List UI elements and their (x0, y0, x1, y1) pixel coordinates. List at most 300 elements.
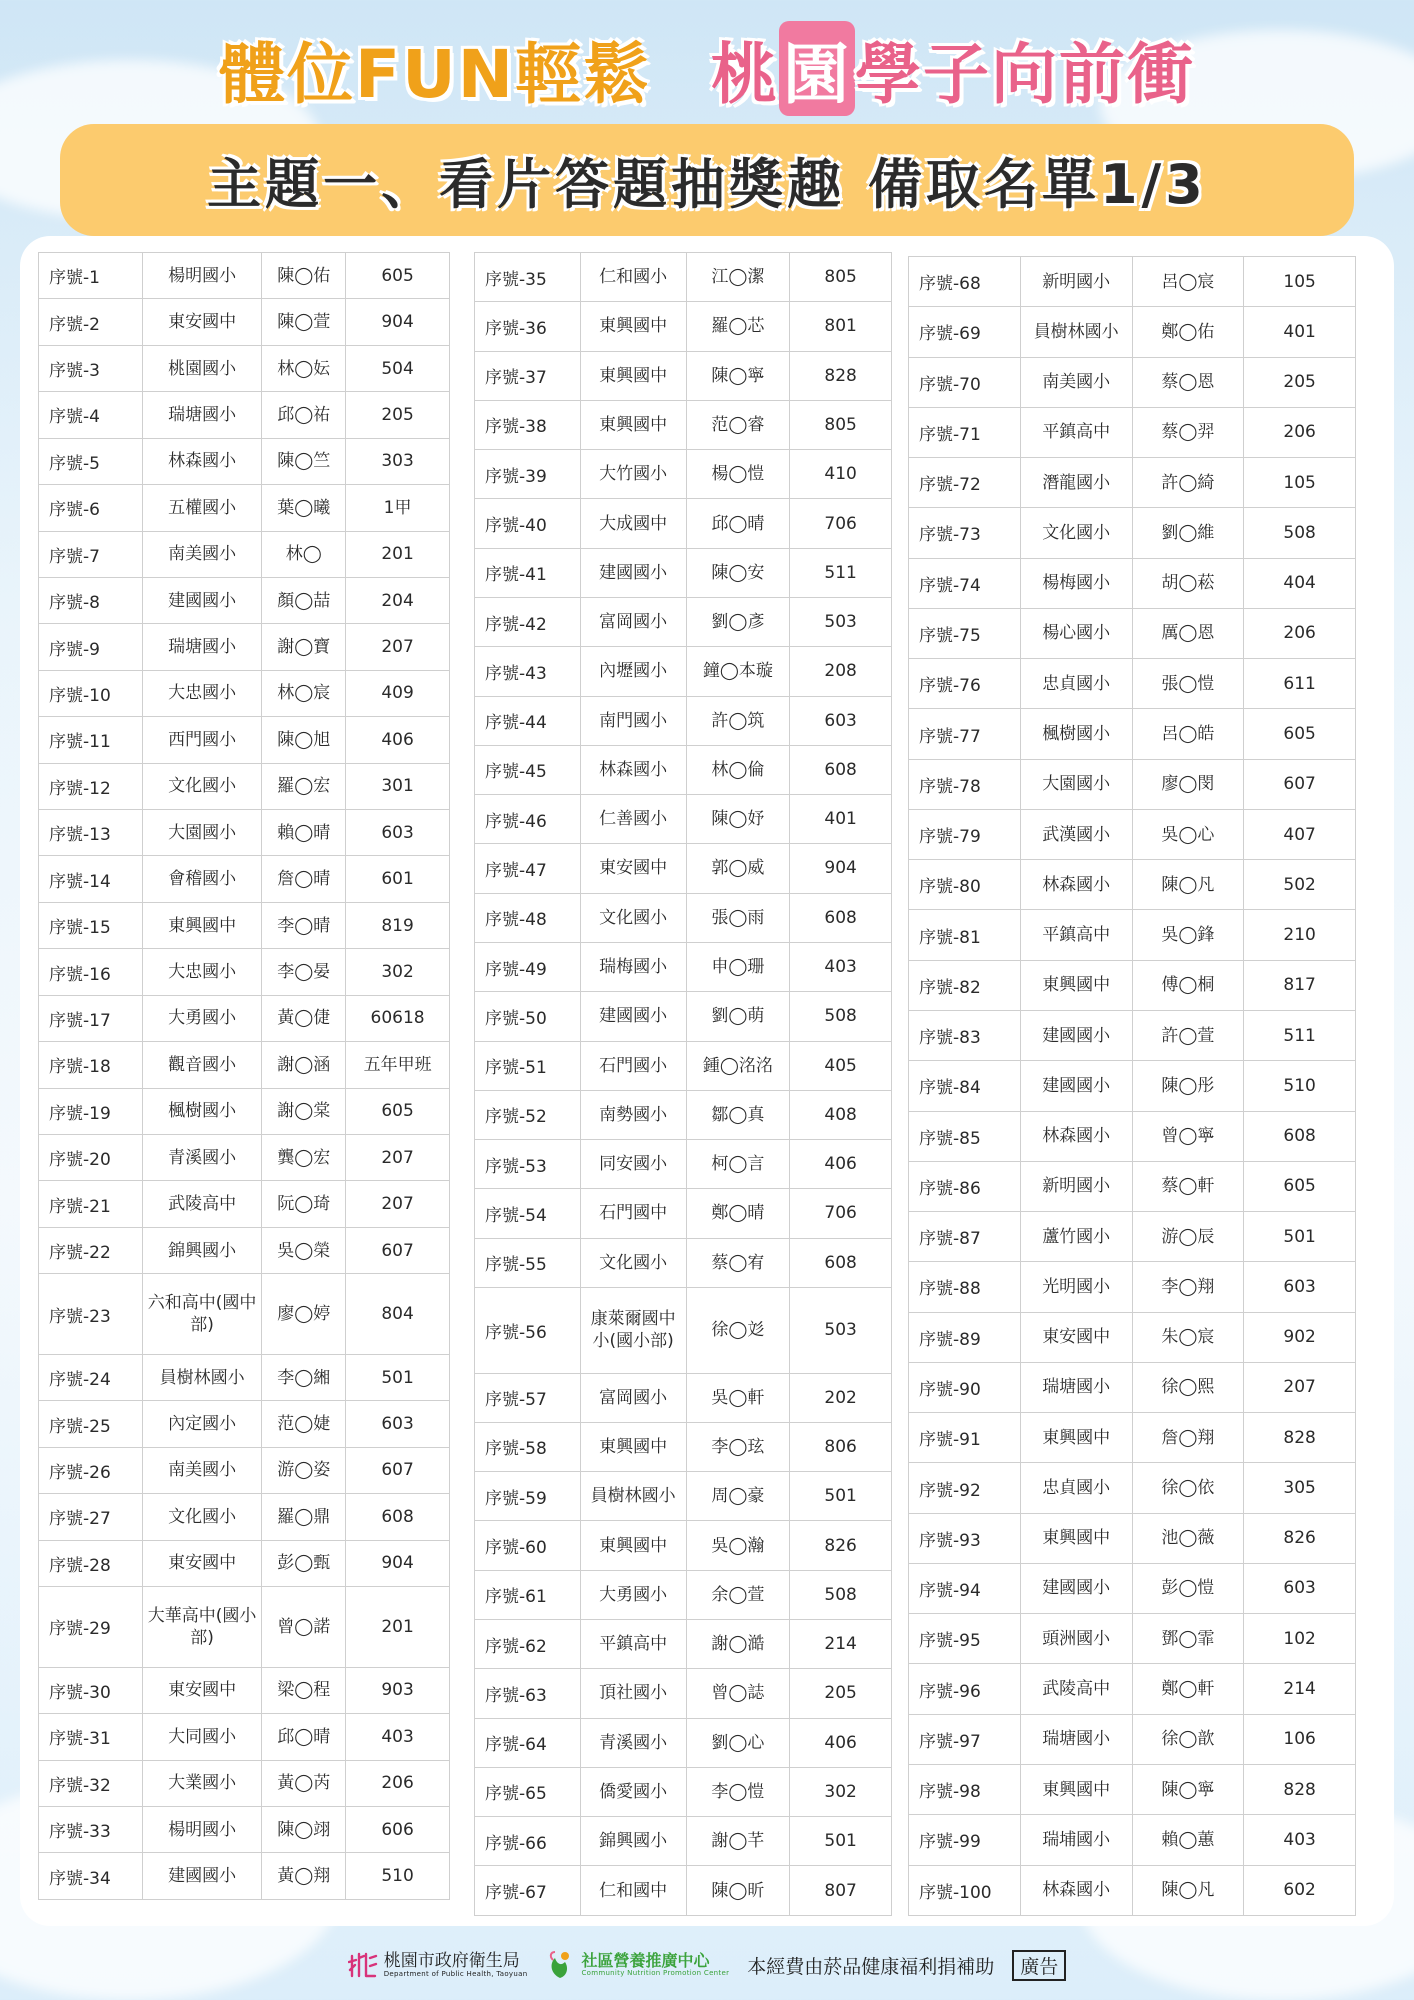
table-row (475, 795, 892, 844)
serial-number: 序號-49 (475, 942, 581, 991)
student-name: 劉◯彥 (686, 597, 790, 646)
class-number: 601 (346, 856, 450, 902)
serial-number: 序號-35 (475, 253, 581, 302)
class-number: 406 (790, 1140, 892, 1189)
student-name: 鄭◯晴 (686, 1189, 790, 1238)
student-name: 陳◯竺 (262, 438, 346, 484)
class-number: 205 (790, 1669, 892, 1718)
serial-number: 序號-98 (909, 1764, 1021, 1814)
student-name: 陳◯凡 (1132, 1865, 1244, 1916)
table-row (39, 1181, 450, 1227)
serial-number: 序號-92 (909, 1463, 1021, 1513)
student-name: 范◯睿 (686, 400, 790, 449)
class-number: 210 (1244, 910, 1356, 960)
serial-number: 序號-65 (475, 1767, 581, 1816)
student-name: 吳◯鋒 (1132, 910, 1244, 960)
class-number: 214 (1244, 1664, 1356, 1714)
class-number: 605 (1244, 1161, 1356, 1211)
table-row (909, 1463, 1356, 1513)
school-name: 東安國中 (142, 1667, 262, 1713)
student-name: 李◯晴 (262, 902, 346, 948)
serial-number: 序號-73 (909, 508, 1021, 558)
class-number: 501 (790, 1472, 892, 1521)
school-name: 楓樹國小 (142, 1088, 262, 1134)
student-name: 邱◯祐 (262, 392, 346, 438)
student-name: 陳◯妤 (686, 795, 790, 844)
school-name: 東興國中 (1020, 1513, 1132, 1563)
table-row (909, 1865, 1356, 1916)
class-number: 502 (1244, 860, 1356, 910)
school-name: 會稽國小 (142, 856, 262, 902)
table-row (475, 1140, 892, 1189)
class-number: 902 (1244, 1312, 1356, 1362)
table-row (39, 1135, 450, 1181)
student-name: 林◯倫 (686, 745, 790, 794)
school-name: 錦興國小 (142, 1227, 262, 1273)
school-name: 瑞塘國小 (1020, 1714, 1132, 1764)
student-name: 廖◯閔 (1132, 759, 1244, 809)
table-row (475, 1521, 892, 1570)
class-number: 608 (1244, 1111, 1356, 1161)
class-number: 603 (1244, 1262, 1356, 1312)
table-row (39, 1088, 450, 1134)
student-name: 厲◯恩 (1132, 608, 1244, 658)
class-number: 201 (346, 1587, 450, 1668)
student-name: 謝◯寶 (262, 624, 346, 670)
school-name: 員樹林國小 (1020, 307, 1132, 357)
student-name: 鐘◯本璇 (686, 647, 790, 696)
table-row (909, 307, 1356, 357)
table-row (39, 345, 450, 391)
serial-number: 序號-97 (909, 1714, 1021, 1764)
student-name: 詹◯晴 (262, 856, 346, 902)
serial-number: 序號-94 (909, 1563, 1021, 1613)
serial-number: 序號-47 (475, 844, 581, 893)
table-row (39, 995, 450, 1041)
theme-banner (60, 124, 1354, 236)
table-row (909, 1212, 1356, 1262)
table-row (475, 1472, 892, 1521)
school-name: 南美國小 (142, 1447, 262, 1493)
school-name: 瑞塘國小 (142, 624, 262, 670)
table-row (475, 1287, 892, 1373)
student-name: 李◯翔 (1132, 1262, 1244, 1312)
student-name: 鄧◯霏 (1132, 1614, 1244, 1664)
student-name: 賴◯晴 (262, 810, 346, 856)
school-name: 林森國小 (142, 438, 262, 484)
table-row (909, 659, 1356, 709)
serial-number: 序號-21 (39, 1181, 143, 1227)
table-row (475, 1866, 892, 1916)
table-row (39, 949, 450, 995)
table-row (909, 1815, 1356, 1865)
student-name: 謝◯涵 (262, 1042, 346, 1088)
school-name: 瑞埔國小 (1020, 1815, 1132, 1865)
table-row (909, 960, 1356, 1010)
school-name: 大勇國小 (142, 995, 262, 1041)
serial-number: 序號-31 (39, 1714, 143, 1760)
serial-number: 序號-66 (475, 1817, 581, 1866)
student-name: 楊◯愷 (686, 450, 790, 499)
serial-number: 序號-63 (475, 1669, 581, 1718)
class-number: 904 (346, 1540, 450, 1586)
serial-number: 序號-74 (909, 558, 1021, 608)
school-name: 忠貞國小 (1020, 1463, 1132, 1513)
table-row (475, 1718, 892, 1767)
table-row (475, 992, 892, 1041)
table-row (39, 810, 450, 856)
school-name: 頭洲國小 (1020, 1614, 1132, 1664)
student-name: 邱◯晴 (686, 499, 790, 548)
school-name: 建國國小 (580, 548, 686, 597)
serial-number: 序號-83 (909, 1010, 1021, 1060)
school-name: 建國國小 (580, 992, 686, 1041)
table-row (39, 299, 450, 345)
class-number: 826 (790, 1521, 892, 1570)
table-row (475, 1817, 892, 1866)
student-name: 呂◯宸 (1132, 257, 1244, 307)
table-row (39, 1494, 450, 1540)
table-row (39, 1447, 450, 1493)
school-name: 武陵高中 (142, 1181, 262, 1227)
school-name: 東興國中 (142, 902, 262, 948)
school-name: 忠貞國小 (1020, 659, 1132, 709)
student-name: 劉◯維 (1132, 508, 1244, 558)
school-name: 林森國小 (580, 745, 686, 794)
school-name: 建國國小 (142, 1853, 262, 1900)
serial-number: 序號-82 (909, 960, 1021, 1010)
school-name: 建國國小 (1020, 1563, 1132, 1613)
class-number: 409 (346, 670, 450, 716)
class-number: 904 (790, 844, 892, 893)
table-row (475, 696, 892, 745)
school-name: 東興國中 (1020, 1764, 1132, 1814)
class-number: 602 (1244, 1865, 1356, 1916)
serial-number: 序號-4 (39, 392, 143, 438)
table-row (909, 1312, 1356, 1362)
serial-number: 序號-44 (475, 696, 581, 745)
school-name: 錦興國小 (580, 1817, 686, 1866)
poster-title (0, 18, 1414, 118)
student-name: 曾◯誌 (686, 1669, 790, 1718)
serial-number: 序號-22 (39, 1227, 143, 1273)
footer (0, 1942, 1414, 1988)
serial-number: 序號-37 (475, 351, 581, 400)
class-number: 105 (1244, 257, 1356, 307)
table-row (39, 856, 450, 902)
student-name: 陳◯寧 (686, 351, 790, 400)
serial-number: 序號-40 (475, 499, 581, 548)
school-name: 文化國小 (580, 893, 686, 942)
table-row (475, 1238, 892, 1287)
table-row (909, 1513, 1356, 1563)
school-name: 桃園國小 (142, 345, 262, 391)
table-row (39, 1587, 450, 1668)
student-name: 徐◯彣 (686, 1287, 790, 1373)
school-name: 青溪國小 (580, 1718, 686, 1767)
table-row (909, 1262, 1356, 1312)
title-left: 體位FUN輕鬆 (219, 35, 651, 113)
table-row (39, 577, 450, 623)
class-number: 806 (790, 1422, 892, 1471)
class-number: 205 (346, 392, 450, 438)
table-row (909, 709, 1356, 759)
title-right-rest: 學子向前衝 (854, 35, 1195, 113)
class-number: 603 (790, 696, 892, 745)
class-number: 404 (1244, 558, 1356, 608)
school-name: 大竹國小 (580, 450, 686, 499)
nutrition-center-logo-icon (545, 1950, 575, 1980)
ad-tag: 廣告 (1012, 1950, 1066, 1981)
school-name: 平鎮高中 (580, 1619, 686, 1668)
serial-number: 序號-96 (909, 1664, 1021, 1714)
class-number: 202 (790, 1373, 892, 1422)
school-name: 文化國小 (142, 1494, 262, 1540)
class-number: 608 (790, 745, 892, 794)
serial-number: 序號-3 (39, 345, 143, 391)
serial-number: 序號-90 (909, 1362, 1021, 1412)
school-name: 大同國小 (142, 1714, 262, 1760)
class-number: 608 (346, 1494, 450, 1540)
serial-number: 序號-69 (909, 307, 1021, 357)
table-row (909, 257, 1356, 307)
table-row (475, 351, 892, 400)
table-row (475, 1422, 892, 1471)
class-number: 501 (790, 1817, 892, 1866)
class-number: 206 (1244, 407, 1356, 457)
class-number: 801 (790, 302, 892, 351)
table-row (909, 1061, 1356, 1111)
class-number: 817 (1244, 960, 1356, 1010)
serial-number: 序號-33 (39, 1807, 143, 1853)
serial-number: 序號-14 (39, 856, 143, 902)
class-number: 403 (790, 942, 892, 991)
class-number: 603 (1244, 1563, 1356, 1613)
class-number: 406 (346, 717, 450, 763)
table-row (39, 392, 450, 438)
school-name: 楊梅國小 (1020, 558, 1132, 608)
school-name: 文化國小 (142, 763, 262, 809)
student-name: 彭◯甄 (262, 1540, 346, 1586)
serial-number: 序號-48 (475, 893, 581, 942)
serial-number: 序號-70 (909, 357, 1021, 407)
serial-number: 序號-71 (909, 407, 1021, 457)
class-number: 1甲 (346, 485, 450, 531)
serial-number: 序號-11 (39, 717, 143, 763)
serial-number: 序號-8 (39, 577, 143, 623)
class-number: 819 (346, 902, 450, 948)
serial-number: 序號-30 (39, 1667, 143, 1713)
serial-number: 序號-32 (39, 1760, 143, 1806)
serial-number: 序號-18 (39, 1042, 143, 1088)
serial-number: 序號-55 (475, 1238, 581, 1287)
class-number: 302 (790, 1767, 892, 1816)
serial-number: 序號-45 (475, 745, 581, 794)
school-name: 東安國中 (142, 299, 262, 345)
student-name: 徐◯依 (1132, 1463, 1244, 1513)
serial-number: 序號-61 (475, 1570, 581, 1619)
serial-number: 序號-26 (39, 1447, 143, 1493)
serial-number: 序號-57 (475, 1373, 581, 1422)
table-row (909, 1111, 1356, 1161)
school-name: 楊明國小 (142, 253, 262, 299)
serial-number: 序號-56 (475, 1287, 581, 1373)
table-row (909, 1413, 1356, 1463)
table-row (909, 558, 1356, 608)
school-name: 員樹林國小 (580, 1472, 686, 1521)
banner-text: 主題一、看片答題抽獎趣 備取名單1/3 (207, 152, 1207, 216)
class-number: 607 (346, 1227, 450, 1273)
school-name: 石門國中 (580, 1189, 686, 1238)
table-row (909, 759, 1356, 809)
class-number: 606 (346, 1807, 450, 1853)
serial-number: 序號-43 (475, 647, 581, 696)
table-row (475, 893, 892, 942)
school-name: 瑞塘國小 (1020, 1362, 1132, 1412)
table-row (475, 942, 892, 991)
class-number: 510 (346, 1853, 450, 1900)
class-number: 511 (1244, 1010, 1356, 1060)
serial-number: 序號-25 (39, 1401, 143, 1447)
student-name: 梁◯程 (262, 1667, 346, 1713)
student-name: 彭◯愷 (1132, 1563, 1244, 1613)
student-name: 陳◯彤 (1132, 1061, 1244, 1111)
student-name: 曾◯諾 (262, 1587, 346, 1668)
table-row (475, 1570, 892, 1619)
student-name: 曾◯寧 (1132, 1111, 1244, 1161)
table-row (909, 1764, 1356, 1814)
school-name: 仁和國小 (580, 253, 686, 302)
student-name: 李◯愷 (686, 1767, 790, 1816)
school-name: 林森國小 (1020, 1111, 1132, 1161)
class-number: 503 (790, 1287, 892, 1373)
student-name: 張◯愷 (1132, 659, 1244, 709)
table-row (39, 1540, 450, 1586)
student-name: 池◯薇 (1132, 1513, 1244, 1563)
table-row (475, 745, 892, 794)
serial-number: 序號-54 (475, 1189, 581, 1238)
table-row (39, 1714, 450, 1760)
table-row (475, 450, 892, 499)
serial-number: 序號-42 (475, 597, 581, 646)
serial-number: 序號-99 (909, 1815, 1021, 1865)
school-name: 大勇國小 (580, 1570, 686, 1619)
student-name: 李◯緗 (262, 1354, 346, 1400)
student-name: 羅◯宏 (262, 763, 346, 809)
school-name: 潛龍國小 (1020, 458, 1132, 508)
table-row (39, 1667, 450, 1713)
class-number: 401 (790, 795, 892, 844)
student-name: 邱◯晴 (262, 1714, 346, 1760)
table-row (39, 1807, 450, 1853)
table-row (39, 624, 450, 670)
class-number: 605 (346, 1088, 450, 1134)
student-name: 林◯妘 (262, 345, 346, 391)
school-name: 大忠國小 (142, 670, 262, 716)
serial-number: 序號-88 (909, 1262, 1021, 1312)
serial-number: 序號-6 (39, 485, 143, 531)
school-name: 大成國中 (580, 499, 686, 548)
class-number: 406 (790, 1718, 892, 1767)
serial-number: 序號-91 (909, 1413, 1021, 1463)
school-name: 富岡國小 (580, 1373, 686, 1422)
class-number: 206 (1244, 608, 1356, 658)
student-name: 徐◯歆 (1132, 1714, 1244, 1764)
student-name: 蔡◯宥 (686, 1238, 790, 1287)
table-row (39, 438, 450, 484)
serial-number: 序號-27 (39, 1494, 143, 1540)
table-row (909, 1161, 1356, 1211)
class-number: 207 (1244, 1362, 1356, 1412)
table-row (39, 253, 450, 299)
table-row (475, 1189, 892, 1238)
table-row (909, 357, 1356, 407)
class-number: 208 (790, 647, 892, 696)
school-name: 青溪國小 (142, 1135, 262, 1181)
school-name: 建國國小 (142, 577, 262, 623)
class-number: 501 (1244, 1212, 1356, 1262)
table-row (39, 1042, 450, 1088)
table-row (39, 1354, 450, 1400)
title-right-char-1: 桃 (710, 35, 779, 113)
serial-number: 序號-10 (39, 670, 143, 716)
school-name: 觀音國小 (142, 1042, 262, 1088)
student-name: 呂◯皓 (1132, 709, 1244, 759)
class-number: 508 (790, 1570, 892, 1619)
school-name: 平鎮高中 (1020, 910, 1132, 960)
school-name: 同安國小 (580, 1140, 686, 1189)
class-number: 805 (790, 400, 892, 449)
school-name: 東興國中 (1020, 960, 1132, 1010)
serial-number: 序號-29 (39, 1587, 143, 1668)
student-name: 劉◯萌 (686, 992, 790, 1041)
school-name: 光明國小 (1020, 1262, 1132, 1312)
student-name: 陳◯安 (686, 548, 790, 597)
school-name: 大忠國小 (142, 949, 262, 995)
student-name: 顏◯喆 (262, 577, 346, 623)
roster-table-3 (908, 256, 1356, 1916)
school-name: 僑愛國小 (580, 1767, 686, 1816)
school-name: 武漢國小 (1020, 809, 1132, 859)
table-row (39, 670, 450, 716)
student-name: 謝◯芊 (686, 1817, 790, 1866)
class-number: 607 (346, 1447, 450, 1493)
class-number: 603 (346, 810, 450, 856)
class-number: 804 (346, 1274, 450, 1355)
serial-number: 序號-87 (909, 1212, 1021, 1262)
class-number: 828 (1244, 1764, 1356, 1814)
org2-name: 社區營養推廣中心 (581, 1951, 710, 1971)
student-name: 吳◯心 (1132, 809, 1244, 859)
class-number: 828 (1244, 1413, 1356, 1463)
table-row (39, 1227, 450, 1273)
school-name: 員樹林國小 (142, 1354, 262, 1400)
table-row (909, 458, 1356, 508)
student-name: 許◯綺 (1132, 458, 1244, 508)
class-number: 207 (346, 1135, 450, 1181)
serial-number: 序號-24 (39, 1354, 143, 1400)
table-row (475, 647, 892, 696)
student-name: 龔◯宏 (262, 1135, 346, 1181)
table-row (475, 253, 892, 302)
table-row (475, 1090, 892, 1139)
school-name: 楊明國小 (142, 1807, 262, 1853)
class-number: 405 (790, 1041, 892, 1090)
school-name: 五權國小 (142, 485, 262, 531)
table-row (909, 860, 1356, 910)
table-row (909, 1664, 1356, 1714)
student-name: 胡◯菘 (1132, 558, 1244, 608)
